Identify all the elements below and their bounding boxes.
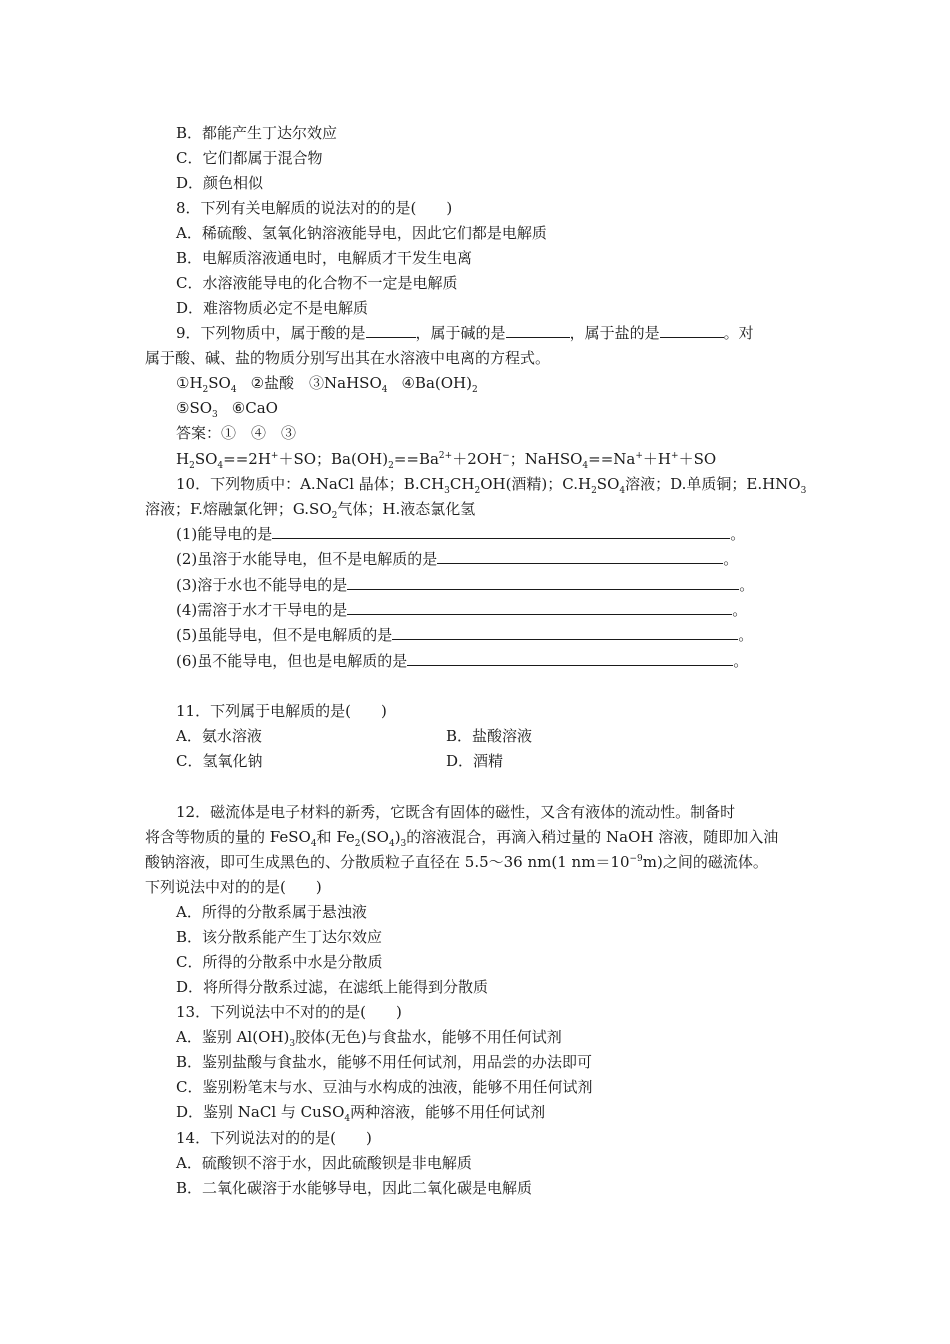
q9-item: SO (208, 374, 231, 392)
q10-part-label: (5)虽能导电，但不是电解质的是 (176, 626, 393, 644)
q12-line2 (145, 827, 778, 847)
answer-blank[interactable] (272, 524, 730, 539)
q10-part-1 (176, 524, 745, 544)
q11-option-c: C．氢氧化钠 (176, 752, 263, 770)
q10-stem (176, 474, 806, 494)
q11-stem: 11．下列属于电解质的是( ) (176, 702, 387, 720)
q10-stem-part: OH(酒精)；C.H (480, 475, 592, 493)
eq-part: SO (194, 450, 218, 468)
q12-line4: 下列说法中对的的是( ) (145, 878, 322, 896)
q13-part: A．鉴别 Al(OH) (176, 1028, 290, 1046)
q10-part-label: (6)虽不能导电，但也是电解质的是 (176, 652, 408, 670)
answer-blank[interactable] (506, 323, 570, 338)
eq-part: ＋2OH (452, 450, 503, 468)
q9-items-1 (176, 373, 478, 393)
answer-blank[interactable] (347, 575, 739, 590)
q12-part: 的溶液混合，再滴入稍过量的 NaOH 溶液，随即加入油 (406, 828, 779, 846)
q9-stem (176, 323, 754, 343)
subscript: 3 (289, 1039, 296, 1049)
answer-blank[interactable] (407, 651, 733, 666)
superscript: −9 (629, 854, 643, 864)
q13-part: 胶体(无色)与食盐水，能够不用任何试剂 (295, 1028, 562, 1046)
subscript: 2 (202, 385, 209, 395)
subscript: 4 (230, 385, 237, 395)
q9-stem-line2: 属于酸、碱、盐的物质分别写出其在水溶液中电离的方程式。 (145, 349, 551, 367)
q10-part-3 (176, 575, 754, 595)
subscript: 3 (212, 410, 218, 420)
eq-part: ==Ba (393, 450, 439, 468)
q12-part: 和 Fe (316, 828, 355, 846)
q10-part-label: (1)能导电的是 (176, 525, 273, 543)
subscript: 4 (381, 385, 388, 395)
subscript: 2 (354, 839, 361, 849)
subscript: 4 (388, 839, 395, 849)
subscript: 4 (217, 461, 224, 471)
answer-blank[interactable] (366, 323, 416, 338)
subscript: 2 (331, 511, 338, 521)
q8-option-c: C．水溶液能导电的化合物不一定是电解质 (176, 274, 458, 292)
q10-stem-part: CH (449, 475, 475, 493)
q8-option-a: A．稀硫酸、氢氧化钠溶液能导电，因此它们都是电解质 (176, 224, 547, 242)
q9-item: ⑤SO (176, 399, 213, 417)
q9-stem-part: 9．下列物质中，属于酸的是 (176, 324, 366, 342)
subscript: 2 (189, 461, 195, 471)
q8-option-d: D．难溶物质必定不是电解质 (176, 299, 369, 317)
answer-blank[interactable] (660, 323, 724, 338)
q12-part: 将含等物质的量的 FeSO (145, 828, 311, 846)
subscript: 4 (619, 486, 626, 496)
period: 。 (730, 525, 746, 543)
eq-part: H (176, 450, 190, 468)
eq-part: ==Na (588, 450, 636, 468)
q13-option-d (176, 1102, 545, 1122)
q9-stem-part: 。对 (723, 324, 754, 342)
eq-part: ＋H (642, 450, 672, 468)
q10-part-label: (2)虽溶于水能导电，但不是电解质的是 (176, 550, 438, 568)
q14-stem: 14．下列说法对的的是( ) (176, 1129, 372, 1147)
subscript: 4 (344, 1114, 351, 1124)
superscript: 2+ (438, 451, 453, 461)
q9-item: ④Ba(OH) (401, 374, 472, 392)
q8-stem: 8．下列有关电解质的说法对的的是( ) (176, 199, 453, 217)
subscript: 2 (591, 486, 597, 496)
q10-part-6 (176, 651, 748, 671)
q9-equations (176, 449, 716, 469)
subscript: 3 (800, 486, 807, 496)
period: 。 (723, 550, 739, 568)
subscript: 3 (400, 839, 407, 849)
q10-part-2 (176, 549, 738, 569)
q10-part-4 (176, 600, 747, 620)
q13-part: D．鉴别 NaCl 与 CuSO (176, 1103, 345, 1121)
q11-option-d: D．酒精 (446, 752, 504, 770)
q10-stem-line2 (145, 499, 475, 519)
answer-blank[interactable] (437, 549, 723, 564)
q13-option-c: C．鉴别粉笔末与水、豆油与水构成的浊液，能够不用任何试剂 (176, 1078, 593, 1096)
q9-stem-part: ，属于碱的是 (415, 324, 506, 342)
period: 。 (733, 652, 749, 670)
q9-stem-part: ，属于盐的是 (569, 324, 660, 342)
q12-option-b: B．该分散系能产生丁达尔效应 (176, 928, 383, 946)
q12-part: (SO (360, 828, 389, 846)
q9-item: ②盐酸 ③NaHSO (250, 374, 382, 392)
q12-option-d: D．将所得分散系过滤，在滤纸上能得到分散质 (176, 978, 489, 996)
q14-option-b: B．二氧化碳溶于水能够导电，因此二氧化碳是电解质 (176, 1179, 533, 1197)
superscript: + (635, 451, 643, 461)
q10-stem-part: SO (596, 475, 620, 493)
period: 。 (739, 576, 755, 594)
period: 。 (738, 626, 754, 644)
q9-item: ①H (176, 374, 203, 392)
q12-part: m)之间的磁流体。 (642, 853, 768, 871)
q10-stem-part: 溶液；F.熔融氯化钾；G.SO (145, 500, 332, 518)
q12-part: ) (394, 828, 401, 846)
q13-option-b: B．鉴别盐酸与食盐水，能够不用任何试剂，用品尝的办法即可 (176, 1053, 593, 1071)
q12-line3 (145, 852, 768, 872)
q10-part-label: (3)溶于水也不能导电的是 (176, 576, 348, 594)
q11-option-a: A．氨水溶液 (176, 727, 262, 745)
q13-stem: 13．下列说法中不对的的是( ) (176, 1003, 402, 1021)
answer-blank[interactable] (392, 625, 738, 640)
subscript: 3 (444, 486, 450, 496)
subscript: 2 (388, 461, 394, 471)
eq-part: ==2H (223, 450, 271, 468)
q9-answer: 答案：① ④ ③ (176, 424, 297, 442)
superscript: − (502, 451, 510, 461)
superscript: + (671, 451, 679, 461)
q7-option-b: B．都能产生丁达尔效应 (176, 124, 338, 142)
q9-item: ⑥CaO (231, 399, 278, 417)
q12-part: 酸钠溶液，即可生成黑色的、分散质粒子直径在 5.5～36 nm(1 nm＝10 (145, 853, 630, 871)
period: 。 (732, 601, 748, 619)
q10-stem-part: 10．下列物质中：A.NaCl 晶体；B.CH (176, 475, 445, 493)
eq-part: ＋SO (678, 450, 717, 468)
q8-option-b: B．电解质溶液通电时，电解质才干发生电离 (176, 249, 473, 267)
superscript: + (270, 451, 279, 461)
eq-part: ；NaHSO (509, 450, 583, 468)
q10-part-5 (176, 625, 753, 645)
q12-option-a: A．所得的分散系属于悬浊液 (176, 903, 367, 921)
q11-option-b: B．盐酸溶液 (446, 727, 533, 745)
q10-part-label: (4)需溶于水才干导电的是 (176, 601, 348, 619)
q14-option-a: A．硫酸钡不溶于水，因此硫酸钡是非电解质 (176, 1154, 472, 1172)
q9-items-2 (176, 398, 278, 418)
q7-option-d: D．颜色相似 (176, 174, 264, 192)
eq-part: ＋SO；Ba(OH) (278, 450, 389, 468)
answer-blank[interactable] (347, 600, 732, 615)
q7-option-c: C．它们都属于混合物 (176, 149, 323, 167)
q13-part: 两种溶液，能够不用任何试剂 (350, 1103, 546, 1121)
q12-option-c: C．所得的分散系中水是分散质 (176, 953, 383, 971)
subscript: 4 (582, 461, 589, 471)
q10-stem-part: 气体；H.液态氯化氢 (337, 500, 476, 518)
subscript: 4 (310, 839, 317, 849)
q10-stem-part: 溶液；D.单质铜；E.HNO (625, 475, 801, 493)
q13-option-a (176, 1027, 562, 1047)
subscript: 2 (474, 486, 481, 496)
subscript: 2 (471, 385, 478, 395)
q12-line1: 12．磁流体是电子材料的新秀，它既含有固体的磁性，又含有液体的流动性。制备时 (176, 803, 736, 821)
